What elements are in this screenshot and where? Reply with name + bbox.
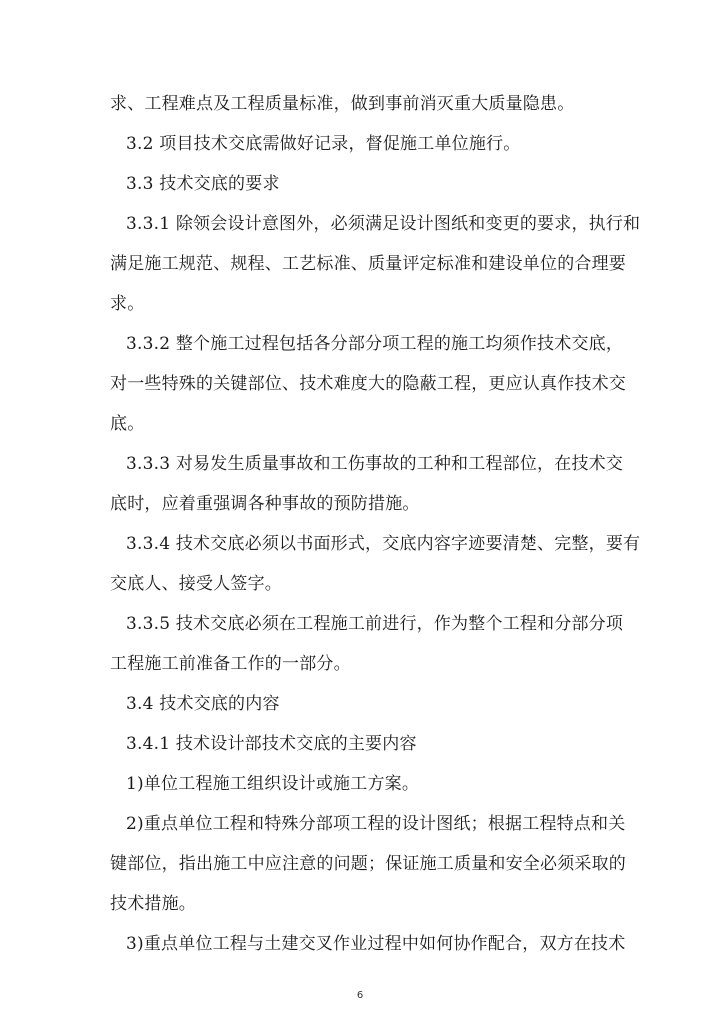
section-heading-3-4: 3.4 技术交底的内容 [126, 694, 280, 714]
text-line-7: 3.3.2 整个施工过程包括各分部分项工程的施工均须作技术交底， [126, 334, 624, 354]
text-line-10: 3.3.3 对易发生质量事故和工伤事故的工种和工程部位，在技术交 [126, 454, 624, 474]
text-line-17: 3.4.1 技术设计部技术交底的主要内容 [126, 734, 417, 754]
text-line-9: 底。 [110, 414, 145, 434]
text-line-15: 工程施工前准备工作的一部分。 [110, 654, 351, 674]
text-line-6: 求。 [110, 294, 145, 314]
text-line-18: 1)单位工程施工组织设计或施工方案。 [126, 774, 420, 794]
text-line-12: 3.3.4 技术交底必须以书面形式，交底内容字迹要清楚、完整，要有 [126, 534, 641, 554]
text-line-1: 求、工程难点及工程质量标准，做到事前消灭重大质量隐患。 [110, 94, 575, 114]
text-line-2: 3.2 项目技术交底需做好记录，督促施工单位施行。 [126, 134, 521, 154]
text-line-11: 底时，应着重强调各种事故的预防措施。 [110, 494, 420, 514]
text-line-8: 对一些特殊的关键部位、技术难度大的隐蔽工程，更应认真作技术交 [110, 374, 626, 394]
text-line-5: 满足施工规范、规程、工艺标准、质量评定标准和建设单位的合理要 [110, 254, 626, 274]
page-number: 6 [356, 990, 364, 1001]
text-line-13: 交底人、接受人签字。 [110, 574, 282, 594]
text-line-21: 技术措施。 [110, 894, 196, 914]
text-line-19: 2)重点单位工程和特殊分部项工程的设计图纸；根据工程特点和关 [126, 814, 626, 834]
text-line-4: 3.3.1 除领会设计意图外，必须满足设计图纸和变更的要求，执行和 [126, 214, 641, 234]
text-line-14: 3.3.5 技术交底必须在工程施工前进行，作为整个工程和分部分项 [126, 614, 624, 634]
section-heading-3-3: 3.3 技术交底的要求 [126, 174, 280, 194]
text-line-20: 键部位，指出施工中应注意的问题；保证施工质量和安全必须采取的 [110, 854, 626, 874]
text-line-22: 3)重点单位工程与土建交叉作业过程中如何协作配合，双方在技术 [126, 934, 626, 954]
